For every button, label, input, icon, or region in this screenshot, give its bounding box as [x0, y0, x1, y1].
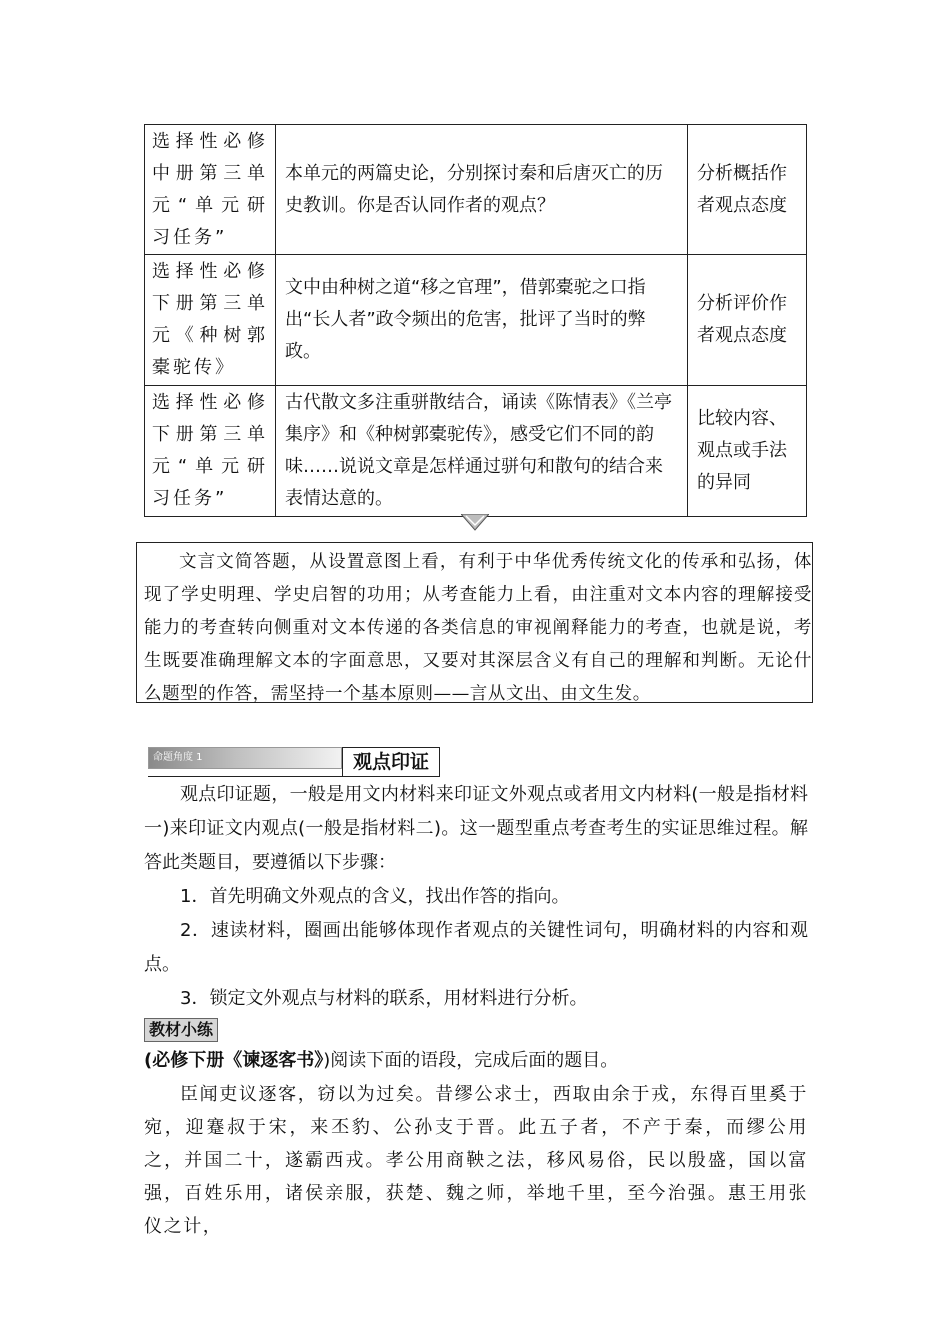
step-item: [144, 880, 808, 914]
classical-text: 臣闻吏议逐客，窃以为过矣。昔缪公求士，西取由余于戎，东得百里奚于宛，迎蹇叔于宋，来丕豹、公孙支于晋。此五子者，不产于秦，而缪公用之，并国二十，遂霸西戎。孝公用商鞅之法，移风易俗，民以殷盛，国以富强，百姓乐用，诸侯亲服，获楚、魏之师，举地千里，至今治强。惠王用张仪之计，: [144, 1084, 808, 1237]
step-item: [144, 982, 808, 1016]
textbook-source-cell: 选择性必修中册第三单元“单元研习任务”: [145, 125, 276, 255]
intro-text: 观点印证题，一般是用文内材料来印证文外观点或者用文内材料(一般是指材料一)来印证文内观点(一般是指材料二)。这一题型重点考查考生的实证思维过程。解答此类题目，要遵循以下步骤：: [144, 784, 808, 873]
reading-task-table: [144, 124, 807, 517]
table-row: [145, 125, 807, 255]
ability-cell: 分析概括作者观点态度: [688, 125, 807, 255]
step-text: 1．首先明确文外观点的含义，找出作答的指向。: [180, 886, 570, 907]
classical-passage: [144, 1078, 808, 1243]
step-text: 2．速读材料，圈画出能够体现作者观点的关键性词句，明确材料的内容和观点。: [144, 920, 808, 975]
section-title: 观点印证: [342, 747, 440, 777]
divider: [148, 776, 440, 777]
summary-box: [136, 542, 813, 703]
instruction-text: )阅读下面的语段，完成后面的题目。: [323, 1050, 619, 1071]
task-description-cell: 文中由种树之道“移之官理”，借郭橐驼之口指出“长人者”政令频出的危害，批评了当时的弊政。: [276, 255, 688, 386]
step-text: 3．锁定文外观点与材料的联系，用材料进行分析。: [180, 988, 588, 1009]
source-title: (必修下册《谏逐客书》: [144, 1050, 324, 1071]
task-description-cell: 古代散文多注重骈散结合，诵读《陈情表》《兰亭集序》和《种树郭橐驼传》，感受它们不同的韵味……说说文章是怎样通过骈句和散句的结合来表情达意的。: [276, 386, 688, 517]
step-item: [144, 914, 808, 982]
practice-instruction: [144, 1044, 618, 1078]
section-heading: [148, 747, 440, 777]
summary-text: 文言文简答题，从设置意图上看，有利于中华优秀传统文化的传承和弘扬，体现了学史明理、学史启智的功用；从考查能力上看，由注重对文本内容的理解接受能力的考查转向侧重对文本传递的各类信息的审视阐释能力的考查，也就是说，考生既要准确理解文本的字面意思，又要对其深层含义有自己的理解和判断。无论什么题型的作答，需坚持一个基本原则——言从文出、由文生发。: [144, 552, 812, 704]
table-row: [145, 255, 807, 386]
ability-cell: 比较内容、观点或手法的异同: [688, 386, 807, 517]
practice-label: 教材小练: [144, 1018, 218, 1042]
table-row: [145, 386, 807, 517]
task-description-cell: 本单元的两篇史论，分别探讨秦和后唐灭亡的历史教训。你是否认同作者的观点？: [276, 125, 688, 255]
chevron-down-icon: [461, 514, 489, 532]
ability-cell: 分析评价作者观点态度: [688, 255, 807, 386]
section-tag: 命题角度 1: [148, 747, 342, 769]
intro-paragraph: [144, 778, 808, 880]
textbook-source-cell: 选择性必修下册第三单元《种树郭橐驼传》: [145, 255, 276, 386]
textbook-source-cell: 选择性必修下册第三单元“单元研习任务”: [145, 386, 276, 517]
